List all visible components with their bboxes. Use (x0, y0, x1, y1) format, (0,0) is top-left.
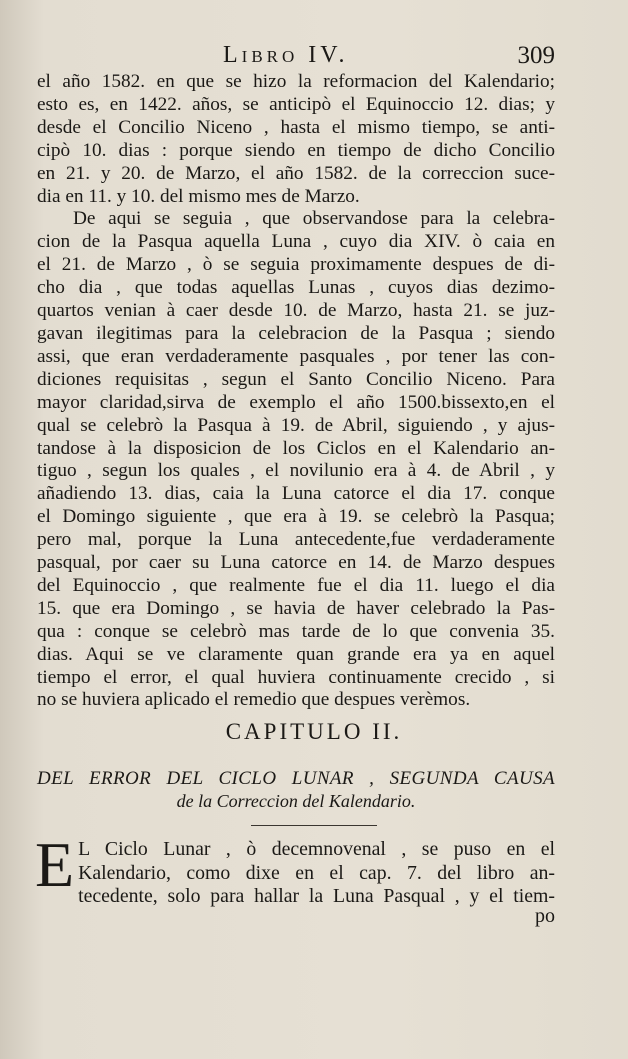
text-line: De aqui se seguia , que observandose para la celebra- (73, 208, 555, 230)
text-line: assi, que eran verdaderamente pasquales , por tener las con- (37, 345, 555, 367)
divider-rule (251, 825, 377, 826)
text-line: 15. que era Domingo , se havia de haver celebrado la Pas- (37, 597, 555, 619)
text-line: añadiendo 13. dias, caia la Luna catorce el dia 17. conque (37, 483, 555, 505)
text-line: tandose à la disposicion de los Ciclos en el Kalendario an- (37, 437, 555, 459)
catchword: po (535, 905, 555, 927)
page-number: 309 (517, 42, 555, 69)
paragraph-2 (37, 208, 555, 712)
text-line: pasqual, por caer su Luna catorce en 14. de Marzo despues (37, 552, 555, 574)
running-head: Libro IV. (223, 42, 349, 68)
text-line: L Ciclo Lunar , ò decemnovenal , se puso en el (78, 838, 555, 860)
text-line: dia en 11. y 10. del mismo mes de Marzo. (37, 185, 360, 207)
text-line: mayor claridad,sirva de exemplo el año 1500.bissexto,en el (37, 391, 555, 413)
text-line: qual se celebrò la Pasqua à 19. de Abril, siguiendo , y ajus- (37, 414, 555, 436)
page-header (37, 42, 555, 74)
subtitle-line: DEL ERROR DEL CICLO LUNAR , SEGUNDA CAUSA (37, 768, 555, 789)
text-line: pero mal, porque la Luna antecedente,fue verdaderamente (37, 529, 555, 551)
text-line: esto es, en 1422. años, se anticipò el Equinoccio 12. dias; y (37, 93, 555, 115)
text-line: quartos venian à caer desde 10. de Marzo, hasta 21. se juz- (37, 300, 555, 322)
chapter-paragraph (35, 829, 555, 909)
text-line: desde el Concilio Niceno , hasta el mismo tiempo, se anti- (37, 116, 555, 138)
text-line: el Domingo siguiente , que era à 19. se celebrò la Pasqua; (37, 506, 555, 528)
chapter-title: CAPITULO II. (225, 719, 403, 744)
text-line: Kalendario, como dixe en el cap. 7. del libro an- (78, 861, 555, 884)
paragraph-1 (37, 71, 555, 208)
text-line: dias. Aqui se ve claramente quan grande era ya en aquel (37, 643, 555, 665)
text-line: el año 1582. en que se hizo la reformacion del Kalendario; (37, 71, 555, 92)
text-line: gavan ilegitimas para la celebracion de la Pasqua ; siendo (37, 322, 555, 344)
text-line: tiempo el error, el qual huviera continuamente crecido , si (37, 666, 555, 688)
text-line: qua : conque se celebrò mas tarde de lo que convenia 35. (37, 620, 555, 642)
text-line: tiguo , segun los quales , el novilunio era à 4. de Abril , y (37, 460, 555, 482)
text-line: tecedente, solo para hallar la Luna Pasqual , y el tiem- (78, 885, 555, 908)
text-line: cipò 10. dias : porque siendo en tiempo de dicho Concilio (37, 139, 555, 161)
text-line: del Equinoccio , que realmente fue el dia 11. luego el dia (37, 574, 555, 596)
drop-cap: E (35, 829, 75, 900)
text-line: cion de la Pasqua aquella Luna , cuyo dia XIV. ò caia en (37, 231, 555, 253)
text-line: el 21. de Marzo , ò se seguia proximamente despues de di- (37, 254, 555, 276)
text-line: en 21. y 20. de Marzo, el año 1582. de la correccion suce- (37, 162, 555, 184)
text-line: no se huviera aplicado el remedio que despues verèmos. (37, 689, 471, 711)
chapter-subtitle (37, 768, 555, 812)
text-line: cho dia , que todas aquellas Lunas , cuyos dias dezimo- (37, 277, 555, 299)
subtitle-line: de la Correccion del Kalendario. (176, 791, 416, 811)
body-text (37, 71, 555, 712)
text-line: diciones requisitas , segun el Santo Concilio Niceno. Para (37, 368, 555, 390)
